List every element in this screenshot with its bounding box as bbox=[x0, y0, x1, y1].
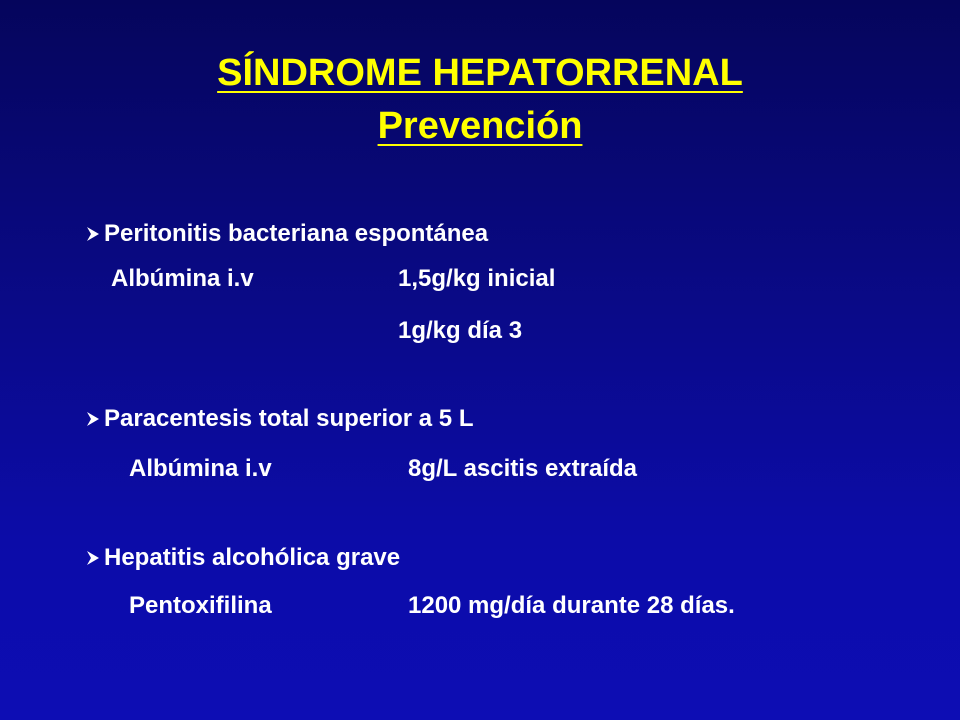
row-label: Albúmina i.v bbox=[129, 455, 272, 482]
bullet-heading: Peritonitis bacteriana espontánea bbox=[104, 220, 489, 247]
bullet-item bbox=[86, 543, 400, 573]
arrow-bullet-icon bbox=[86, 550, 102, 566]
bullet-heading: Paracentesis total superior a 5 L bbox=[104, 405, 474, 432]
slide-title: SÍNDROME HEPATORRENAL bbox=[217, 52, 743, 94]
row-value: 1,5g/kg inicial bbox=[398, 265, 556, 292]
bullet-item bbox=[86, 219, 488, 249]
row-value: 1200 mg/día durante 28 días. bbox=[408, 592, 735, 619]
bullet-item bbox=[86, 404, 473, 434]
row-value: 8g/L ascitis extraída bbox=[408, 455, 638, 482]
bullet-heading: Hepatitis alcohólica grave bbox=[104, 544, 401, 571]
slide-subtitle: Prevención bbox=[377, 105, 583, 147]
row-label: Pentoxifilina bbox=[129, 592, 272, 619]
row-label: Albúmina i.v bbox=[111, 265, 254, 292]
arrow-bullet-icon bbox=[86, 226, 102, 242]
arrow-bullet-icon bbox=[86, 411, 102, 427]
row-value: 1g/kg día 3 bbox=[398, 317, 523, 344]
